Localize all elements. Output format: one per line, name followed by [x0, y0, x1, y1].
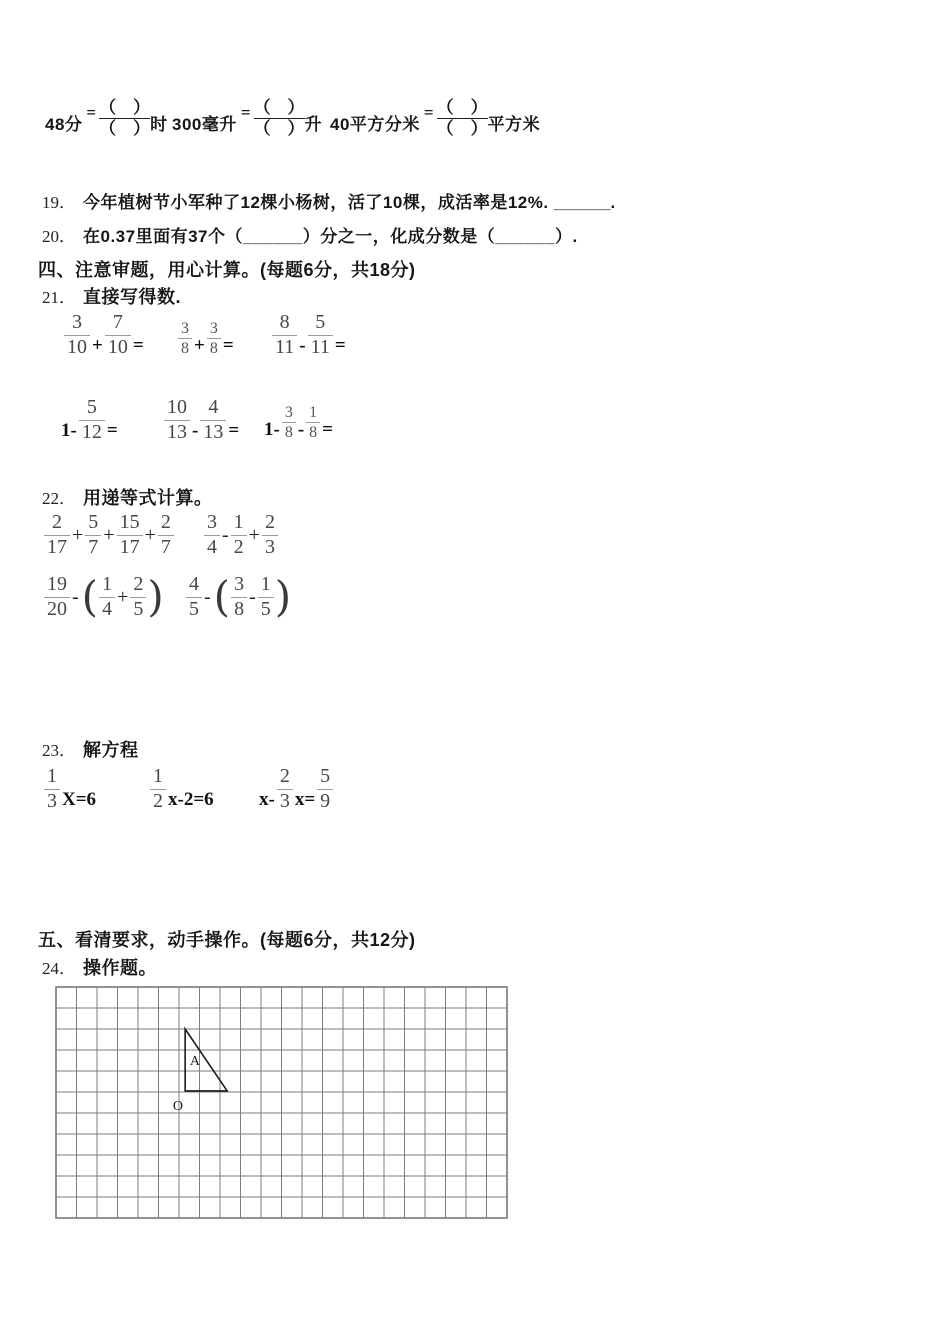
fraction: $\frac{1}{8}$ [306, 404, 320, 442]
fraction: $\frac{2}{5}$ [130, 574, 146, 620]
question-21-title [42, 283, 181, 309]
conversion-item [45, 98, 168, 138]
fraction: $\frac{8}{11}$ [272, 312, 297, 358]
fraction-denominator: （ ） [99, 118, 151, 138]
operator: 1- [264, 418, 280, 440]
question-19 [42, 188, 616, 213]
fraction: $\frac{2}{3}$ [262, 512, 278, 558]
math-expression [257, 766, 333, 812]
answer-blank: ______ [553, 193, 611, 212]
math-expression [64, 312, 146, 358]
fraction: $\frac{4}{5}$ [186, 574, 202, 620]
math-expression [59, 397, 120, 443]
fraction: $\frac{3}{8}$ [207, 320, 221, 358]
question-end: . [610, 193, 616, 212]
section-5-header: 五、看清要求，动手操作。(每题6分，共12分) [38, 930, 416, 950]
question-number: 24． [42, 959, 76, 978]
fraction: $\frac{3}{8}$ [231, 574, 247, 620]
question-text: 在0.37里面有37个（______）分之一，化成分数是（______）. [83, 227, 578, 246]
operator: x- [259, 789, 275, 811]
math-expression [272, 312, 348, 358]
conversion-prefix: 48分 [45, 115, 83, 135]
operator: + [248, 523, 260, 546]
operator: + [103, 523, 115, 546]
fraction: $\frac{3}{10}$ [64, 312, 90, 358]
operator: + [144, 523, 156, 546]
operator: - [297, 418, 305, 440]
question-number: 22． [42, 489, 76, 508]
blank-fraction [437, 98, 488, 138]
fraction: $\frac{5}{11}$ [308, 312, 333, 358]
fraction: $\frac{2}{17}$ [44, 512, 70, 558]
parenthesis: ) [274, 572, 292, 622]
section-4-header: 四、注意审题，用心计算。(每题6分，共18分) [38, 260, 416, 280]
operator: = [106, 420, 118, 442]
question-23-title [42, 736, 139, 762]
conversion-suffix: 升 [304, 115, 323, 135]
conversion-prefix: 40平方分米 [330, 115, 420, 135]
parenthesis: ) [147, 572, 164, 622]
equals-sign: = [240, 103, 251, 123]
math-expression [186, 574, 292, 620]
operator: + [117, 585, 129, 608]
fraction: $\frac{4}{13}$ [200, 397, 226, 443]
operator: x-2=6 [168, 789, 214, 811]
question-text: 操作题。 [83, 958, 157, 978]
question-text: 直接写得数. [83, 287, 182, 307]
math-expression [44, 574, 165, 620]
operator: - [299, 335, 306, 357]
fraction: $\frac{19}{20}$ [44, 574, 70, 620]
point-label-A: A [189, 1054, 201, 1070]
grid-svg [55, 986, 508, 1219]
fraction: $\frac{5}{12}$ [79, 397, 105, 443]
fraction: $\frac{1}{3}$ [44, 766, 60, 812]
question-number: 23． [42, 741, 76, 760]
math-expression [44, 512, 174, 558]
question-text: 今年植树节小军种了12棵小杨树，活了10棵，成活率是12%. [83, 193, 554, 212]
fraction: $\frac{3}{4}$ [204, 512, 220, 558]
fraction: $\frac{15}{17}$ [117, 512, 143, 558]
operator: X=6 [62, 789, 97, 811]
question-text: 解方程 [83, 740, 139, 760]
fraction: $\frac{1}{4}$ [99, 574, 115, 620]
math-expression [178, 320, 236, 358]
operator: = [222, 334, 234, 356]
question-number: 20． [42, 227, 76, 246]
question-24-title [42, 954, 157, 980]
conversion-item [172, 98, 322, 138]
fraction: $\frac{5}{7}$ [85, 512, 101, 558]
operator: - [249, 585, 256, 608]
operation-grid [55, 986, 508, 1224]
operator: - [72, 585, 79, 608]
conversion-item [330, 98, 540, 138]
blank-fraction [254, 98, 305, 138]
operator: + [92, 335, 103, 357]
operator: x= [294, 789, 316, 811]
question-number: 19． [42, 193, 76, 212]
fraction: $\frac{1}{2}$ [150, 766, 166, 812]
fraction-numerator: （ ） [253, 98, 305, 117]
fraction: $\frac{1}{2}$ [231, 512, 247, 558]
fraction: $\frac{3}{8}$ [178, 320, 192, 358]
conversion-suffix: 平方米 [487, 115, 541, 135]
math-expression [262, 404, 335, 442]
fraction: $\frac{7}{10}$ [105, 312, 131, 358]
parenthesis: ( [81, 572, 99, 622]
math-expression [204, 512, 278, 558]
operator: + [72, 523, 84, 546]
operator: = [228, 420, 240, 442]
point-label-O: O [172, 1098, 184, 1114]
fraction: $\frac{10}{13}$ [164, 397, 190, 443]
operator: = [132, 335, 144, 357]
fraction-denominator: （ ） [253, 118, 305, 138]
operator: + [194, 334, 205, 356]
fraction: $\frac{2}{3}$ [277, 766, 293, 812]
fraction: $\frac{2}{7}$ [158, 512, 174, 558]
operator: - [222, 523, 229, 546]
question-number: 21． [42, 288, 76, 307]
parenthesis: ( [213, 572, 231, 622]
operator: 1- [61, 420, 77, 442]
operator: = [334, 335, 346, 357]
fraction-denominator: （ ） [436, 118, 488, 138]
math-expression [150, 766, 216, 812]
question-text: 用递等式计算。 [83, 488, 213, 508]
conversion-prefix: 300毫升 [172, 115, 237, 135]
blank-fraction [99, 98, 150, 138]
operator: - [192, 420, 199, 442]
fraction-numerator: （ ） [99, 98, 151, 117]
equals-sign: = [86, 103, 97, 123]
question-22-title [42, 484, 213, 510]
operator: = [322, 418, 333, 440]
fraction: $\frac{5}{9}$ [317, 766, 333, 812]
equals-sign: = [423, 103, 434, 123]
question-20 [42, 222, 578, 247]
math-expression [164, 397, 241, 443]
fraction: $\frac{3}{8}$ [282, 404, 296, 442]
fraction-numerator: （ ） [436, 98, 488, 117]
conversion-suffix: 时 [150, 115, 168, 135]
operator: - [204, 585, 211, 608]
math-expression [44, 766, 98, 812]
fraction: $\frac{1}{5}$ [258, 574, 274, 620]
